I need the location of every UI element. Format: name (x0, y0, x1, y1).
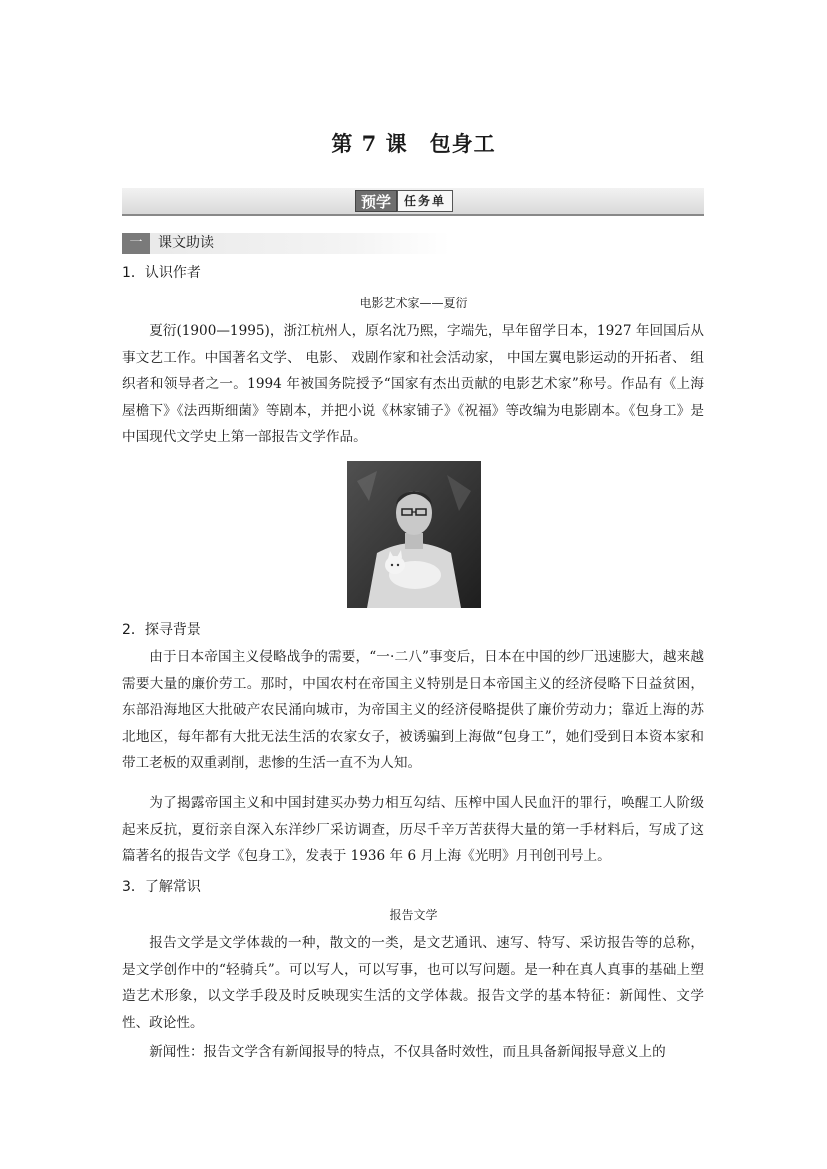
preview-badge (355, 190, 453, 212)
author-subheading: 电影艺术家——夏衍 (359, 296, 468, 310)
reportage-subheading: 报告文学 (389, 908, 438, 922)
banner-label-main: 预学 (355, 190, 397, 212)
banner-label-sub: 任务单 (397, 190, 453, 212)
heading-know-author: 1．认识作者 (122, 265, 201, 281)
preview-banner (122, 188, 704, 216)
reportage-paragraph-2: 新闻性：报告文学含有新闻报导的特点，不仅具备时效性，而且具备新闻报导意义上的 (149, 1044, 666, 1060)
author-paragraph: 夏衍(1900—1995)，浙江杭州人，原名沈乃熙，字端先，早年留学日本，1927 年回国后从事文艺工作。中国著名文学、 电影、 戏剧作家和社会活动家， 中国左翼电影运动的开拓者、 组织者和领导者之一。1994 年被国务院授予“国家有杰出贡献的电影艺术家”称号。作品有《上海屋檐下》《法西斯细菌》等剧本，并把小说《林家铺子》《祝福》等改编为电影剧本。《包身工》是中国现代文学史上第一部报告文学作品。 (122, 323, 704, 445)
section-title: 课文助读 (158, 235, 214, 251)
heading-background: 2．探寻背景 (122, 622, 201, 638)
section-header (122, 233, 450, 254)
background-paragraph-1: 由于日本帝国主义侵略战争的需要，“一·二八”事变后，日本在中国的纱厂迅速膨大，越来越需要大量的廉价劳工。那时，中国农村在帝国主义特别是日本帝国主义的经济侵略下日益贫困，东部沿海地区大批破产农民涌向城市，为帝国主义的经济侵略提供了廉价劳动力；靠近上海的苏北地区，每年都有大批无法生活的农家女子，被诱骗到上海做“包身工”，她们受到日本资本家和带工老板的双重剥削，悲惨的生活一直不为人知。 (122, 649, 704, 771)
heading-knowledge: 3．了解常识 (122, 879, 201, 895)
section-number: 一 (122, 233, 150, 254)
lesson-title: 第 7 课 包身工 (331, 131, 496, 156)
background-paragraph-2: 为了揭露帝国主义和中国封建买办势力相互勾结、压榨中国人民血汗的罪行，唤醒工人阶级起来反抗，夏衍亲自深入东洋纱厂采访调查，历尽千辛万苦获得大量的第一手材料后，写成了这篇著名的报告文学《包身工》，发表于 1936 年 6 月上海《光明》月刊创刊号上。 (122, 795, 704, 864)
author-portrait-photo (347, 461, 481, 608)
reportage-paragraph-1: 报告文学是文学体裁的一种，散文的一类，是文艺通讯、速写、特写、采访报告等的总称，是文学创作中的“轻骑兵”。可以写人，可以写事，也可以写问题。是一种在真人真事的基础上塑造艺术形象，以文学手段及时反映现实生活的文学体裁。报告文学的基本特征：新闻性、文学性、政论性。 (122, 935, 704, 1031)
